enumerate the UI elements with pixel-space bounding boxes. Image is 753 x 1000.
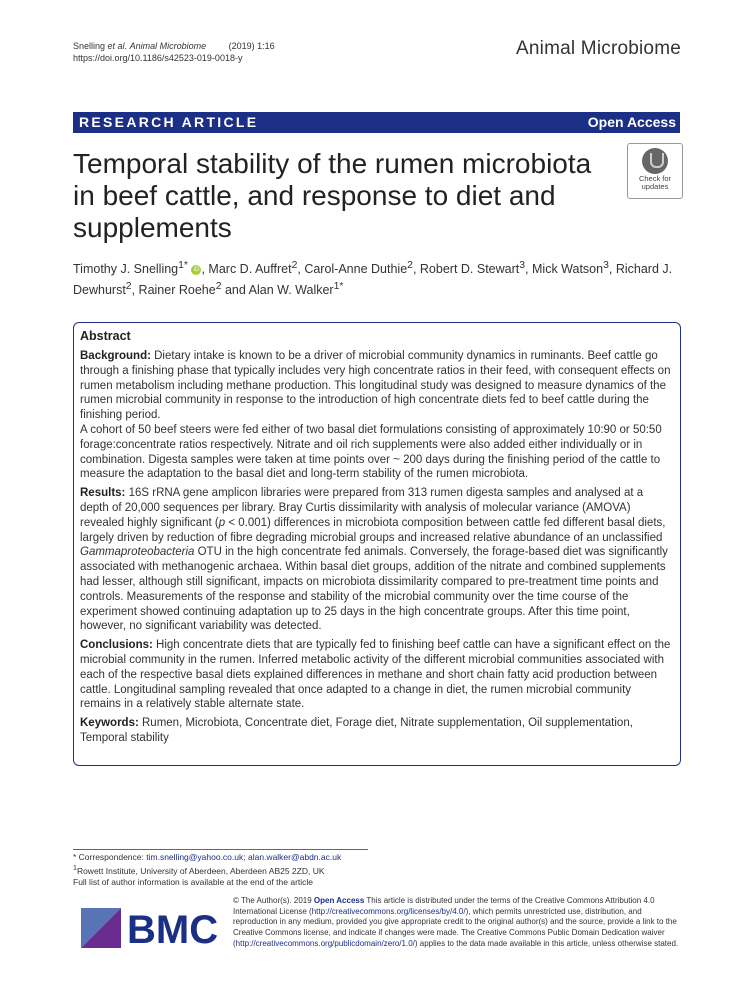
author-list: Timothy J. Snelling$^{1*}$ iD , Marc D. Auffret$^2$, Carol-Anne Duthie$^2$, Robert D. Stewart$^3$, Mick Watson$^3$, Richard J. Dewhurst$^2$, Rainer Roehe$^2$ and Alan W. Walker$^{1*}$	[73, 260, 673, 298]
abstract-conclusions: Conclusions: High concentrate diets that are typically fed to finishing beef cattle can have a significant effect on the microbial community in the rumen. Inferred metabolic activity of the different microbial communities associated with each of the respective basal diets explained differences in methane and short chain fatty acid production between cattle. Longitudinal sampling revealed that once adapted to a change in diet, the rumen microbial community remains in a relatively stable alternate state.	[80, 639, 671, 711]
abstract-keywords: Keywords: Rumen, Microbiota, Concentrate diet, Forage diet, Nitrate supplementation, Oil supplementation, Temporal stability	[80, 717, 633, 744]
check-updates-line1: Check for	[638, 174, 672, 183]
footnotes	[73, 852, 341, 888]
footnote-divider	[73, 849, 368, 850]
running-header	[73, 40, 275, 64]
abstract-background-cont: A cohort of 50 beef steers were fed either of two basal diet formulations consisting of approximately 10:90 or 50:50 forage:concentrate ratios respectively. Nitrate and oil rich supplements were also added either individually or in combination. Digesta samples were taken at time points over ~ 200 days during the finishing period of the cattle to measure the adaptation to the basal diet and long-term stability of the rumen microbiota.	[80, 423, 662, 481]
abstract-heading: Abstract	[80, 329, 131, 343]
journal-name: Animal Microbiome	[516, 38, 681, 59]
email-link[interactable]: alan.walker@abdn.ac.uk	[248, 852, 342, 862]
citation-line	[73, 40, 275, 52]
article-banner	[73, 112, 680, 133]
author[interactable]: Mick Watson$^3$	[532, 260, 609, 277]
full-author-info-note: Full list of author information is available at the end of the article	[73, 876, 314, 887]
citation-journal: Animal Microbiome	[129, 41, 207, 51]
check-updates-line2: updates	[641, 182, 669, 191]
bmc-logo	[77, 896, 219, 952]
check-for-updates-badge[interactable]	[627, 143, 683, 199]
article-title: Temporal stability of the rumen microbiota in beef cattle, and response to diet and supplements	[73, 148, 592, 243]
bookmark-icon	[642, 148, 668, 174]
citation-etal: et al.	[107, 41, 128, 51]
author[interactable]: Rainer Roehe$^2$	[138, 281, 222, 298]
authors-and: and	[224, 283, 246, 298]
citation-author: Snelling	[73, 41, 106, 51]
correspondence: * Correspondence: tim.snelling@yahoo.co.uk; alan.walker@abdn.ac.uk	[73, 852, 342, 862]
abstract-background: Background: Dietary intake is known to be a driver of microbial community dynamics in ruminants. Beef cattle go through a finishing phase that typically includes very high concentrate ratios in their feed, with consequent effects on rumen metabolism including methane production. This longitudinal study was designed to measure dynamics of the rumen microbial community in response to the introduction of high concentrate diets fed to beef cattle during the finishing period.	[80, 350, 671, 422]
email-link[interactable]: tim.snelling@yahoo.co.uk	[146, 852, 244, 862]
bmc-logo-text: BMC	[127, 908, 219, 952]
author[interactable]: Richard J. Dewhurst$^2$	[73, 262, 673, 298]
author[interactable]: Carol-Anne Duthie$^2$	[304, 260, 413, 277]
author[interactable]: Alan W. Walker$^{1*}$	[248, 281, 344, 298]
license-link[interactable]: http://creativecommons.org/licenses/by/4.0/	[311, 906, 466, 916]
doi-link[interactable]: https://doi.org/10.1186/s42523-019-0018-y	[73, 53, 243, 63]
waiver-link[interactable]: http://creativecommons.org/publicdomain/zero/1.0/	[235, 938, 415, 948]
citation-year: (2019) 1:16	[228, 41, 275, 51]
affiliation: $^1$Rowett Institute, University of Aberdeen, Aberdeen AB25 2ZD, UK	[73, 864, 325, 876]
author[interactable]: Timothy J. Snelling$^{1*}$	[73, 260, 188, 277]
open-access-label: Open Access	[587, 114, 676, 130]
author[interactable]: Marc D. Auffret$^2$	[208, 260, 298, 277]
abstract-box	[73, 322, 681, 766]
article-type: RESEARCH ARTICLE	[79, 114, 259, 130]
license-text: © The Author(s). 2019 Open Access This article is distributed under the terms of the Creative Commons Attribution 4.0 International License (http://creativecommons.org/licenses/by/4.0/), which permits unrestricted use, distribution, and reproduction in any medium, provided you give appropriate credit to the original author(s) and the source, provide a link to the Creative Commons license, and indicate if changes were made. The Creative Commons Public Domain Dedication waiver (http://creativecommons.org/publicdomain/zero/1.0/) applies to the data made available in this article, unless otherwise stated.	[233, 896, 679, 948]
orcid-icon[interactable]: iD	[191, 265, 201, 275]
author[interactable]: Robert D. Stewart$^3$	[419, 260, 526, 277]
abstract-results: Results: 16S rRNA gene amplicon libraries were prepared from 313 rumen digesta samples and analysed at a depth of 20,000 sequences per library. Bray Curtis dissimilarity with analysis of molecular variance (AMOVA) revealed highly significant (p < 0.001) differences in microbiota composition between cattle fed different basal diets, largely driven by reduction of fibre degrading microbial groups and increased relative abundance of an unclassified Gammaproteobacteria OTU in the high concentrate fed animals. Conversely, the forage-based diet was significantly associated with methanogenic archaea. Within basal diet groups, addition of the nitrate and combined supplements had lesser, although still significant, impacts on microbiota dissimilarity compared to pre-treatment time points and controls. Measurements of the response and stability of the microbial community over the time course of the experiment showed continuing adaptation up to 25 days in the high concentrate groups. After this time point, however, no significant variability was detected.	[80, 487, 668, 633]
